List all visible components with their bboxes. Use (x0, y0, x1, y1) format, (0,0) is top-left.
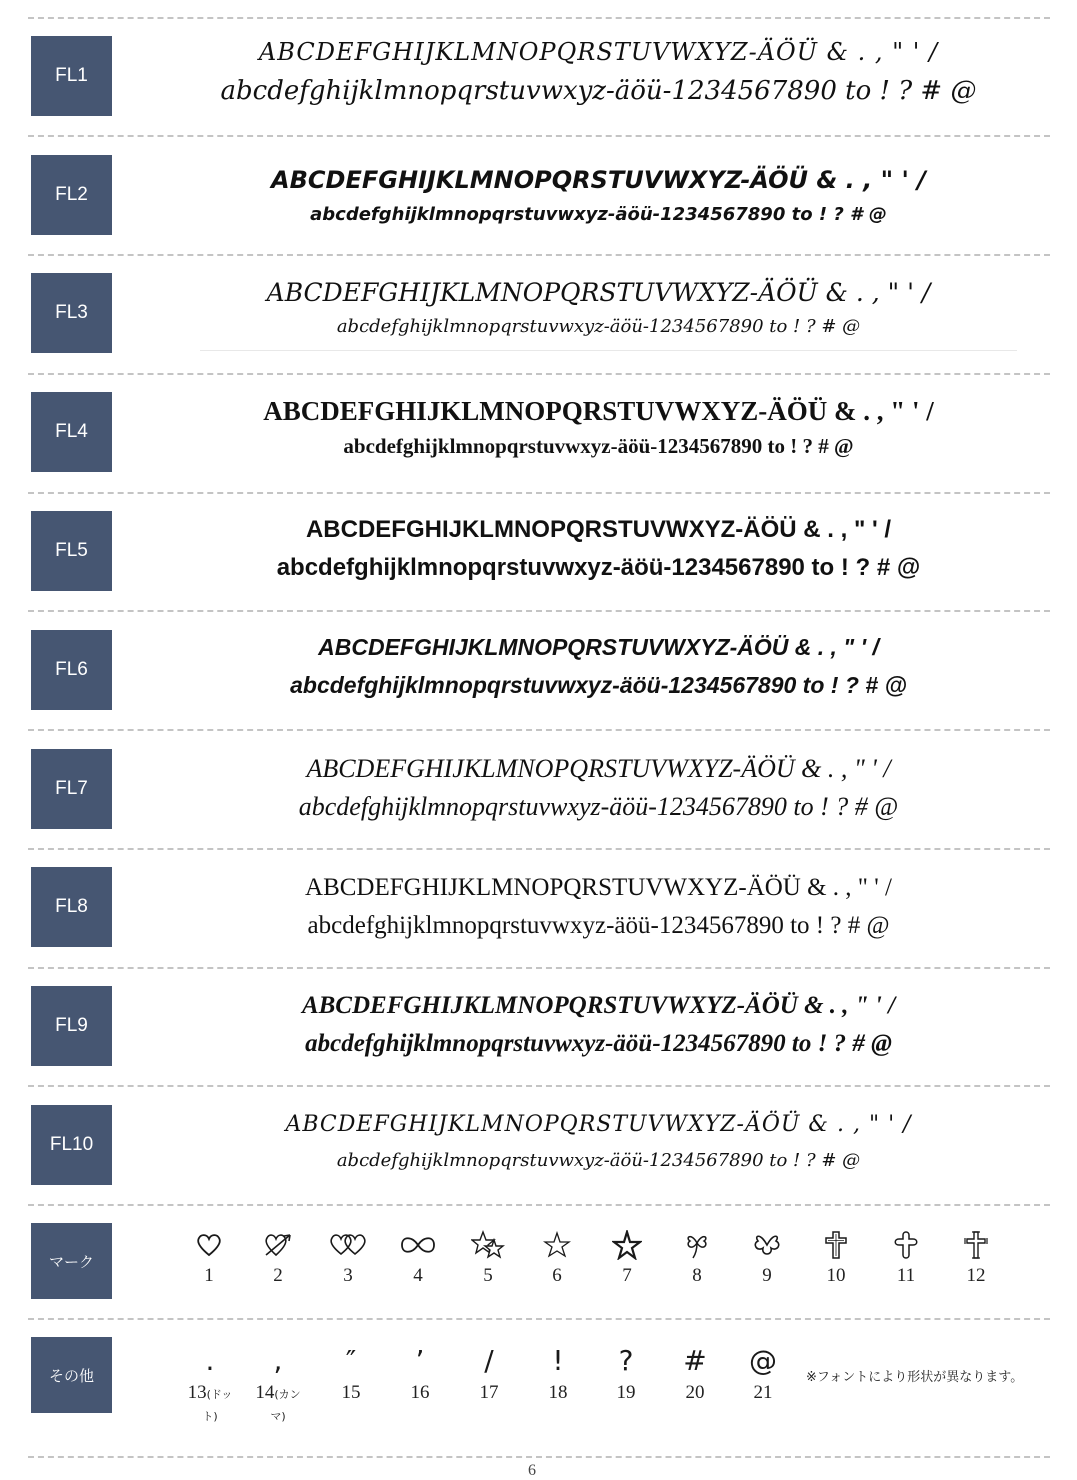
mark-item (318, 1227, 378, 1287)
font-sample-lower: abcdefghijklmnopqrstuvwxyz-äöü-1234567890 to ! ? # @ (310, 204, 887, 225)
font-row-fl5 (28, 492, 1050, 494)
font-sample-upper: ABCDEFGHIJKLMNOPQRSTUVWXYZ-ÄÖÜ & . , " ' / (285, 1112, 912, 1137)
mark-number: 7 (622, 1265, 632, 1286)
infinity-icon (388, 1227, 448, 1261)
symbol-number: 17 (479, 1382, 499, 1403)
font-label-fl1: FL1 (31, 36, 112, 116)
heart-icon (179, 1227, 239, 1261)
font-row-fl1 (28, 17, 1050, 19)
double-star-icon (458, 1227, 518, 1261)
mark-item (388, 1227, 448, 1287)
font-row-fl9 (28, 967, 1050, 969)
other-row (28, 1318, 1050, 1320)
symbol-exclamation (528, 1344, 588, 1404)
symbol-glyph: ″ (345, 1344, 357, 1377)
mark-number: 8 (692, 1265, 702, 1286)
mark-item (179, 1227, 239, 1287)
font-sample-upper: ABCDEFGHIJKLMNOPQRSTUVWXYZ-ÄÖÜ & . , " ' / (258, 38, 939, 66)
symbol-question (596, 1344, 656, 1404)
symbol-glyph: # (683, 1344, 707, 1377)
mark-number: 5 (483, 1265, 493, 1286)
font-sample-upper: ABCDEFGHIJKLMNOPQRSTUVWXYZ-ÄÖÜ & . , " ' / (263, 396, 934, 426)
font-sample-lower: abcdefghijklmnopqrstuvwxyz-äöü-1234567890 to ! ? # @ (276, 554, 921, 581)
mark-item (458, 1227, 518, 1287)
font-row-fl10 (28, 1085, 1050, 1087)
marks-label: マーク (31, 1223, 112, 1299)
font-sample-lower: abcdefghijklmnopqrstuvwxyz-äöü-1234567890 to ! ? # @ (336, 316, 861, 337)
font-label-fl2: FL2 (31, 155, 112, 235)
font-sample-upper: ABCDEFGHIJKLMNOPQRSTUVWXYZ-ÄÖÜ & . , " ' / (305, 874, 892, 901)
mark-number: 11 (896, 1265, 916, 1286)
mark-number: 2 (273, 1265, 283, 1286)
latin-cross-icon (946, 1227, 1006, 1261)
heart-arrow-icon (248, 1227, 308, 1261)
font-row-fl6 (28, 610, 1050, 612)
symbol-number: 15 (341, 1382, 361, 1403)
mark-item (737, 1227, 797, 1287)
mark-item (876, 1227, 936, 1287)
symbol-glyph: . (205, 1344, 215, 1377)
symbol-glyph: ? (618, 1344, 634, 1377)
round-cross-icon (876, 1227, 936, 1261)
symbol-double-quote (321, 1344, 381, 1404)
clover-icon (737, 1227, 797, 1261)
font-sample-lower: abcdefghijklmnopqrstuvwxyz-äöü-1234567890 to ! ? # @ (305, 1030, 892, 1057)
font-sample-upper: ABCDEFGHIJKLMNOPQRSTUVWXYZ-ÄÖÜ & . , " ' / (266, 278, 931, 307)
mark-item (597, 1227, 657, 1287)
mark-number: 4 (413, 1265, 423, 1286)
mark-number: 3 (343, 1265, 353, 1286)
font-sample-upper: ABCDEFGHIJKLMNOPQRSTUVWXYZ-ÄÖÜ & . , " ' / (271, 166, 926, 194)
font-sample-lower: abcdefghijklmnopqrstuvwxyz-äöü-1234567890 to ! ? # @ (298, 792, 899, 821)
symbol-slash (459, 1344, 519, 1404)
font-label-fl5: FL5 (31, 511, 112, 591)
marks-row (28, 1204, 1050, 1206)
cross-icon (806, 1227, 866, 1261)
symbol-hash (665, 1344, 725, 1404)
double-heart-icon (318, 1227, 378, 1261)
mark-item (667, 1227, 727, 1287)
symbol-number: 21 (753, 1382, 773, 1403)
faint-underline (200, 350, 1017, 351)
font-label-fl3: FL3 (31, 273, 112, 353)
symbol-number: 13(ドット) (187, 1382, 233, 1423)
font-sample-lower: abcdefghijklmnopqrstuvwxyz-äöü-1234567890 to ! ? # @ (220, 76, 977, 106)
mark-item (527, 1227, 587, 1287)
font-label-fl9: FL9 (31, 986, 112, 1066)
symbol-number: 20 (685, 1382, 705, 1403)
mark-number: 12 (966, 1265, 986, 1286)
star-outline-icon (527, 1227, 587, 1261)
font-label-fl6: FL6 (31, 630, 112, 710)
font-sample-upper: ABCDEFGHIJKLMNOPQRSTUVWXYZ-ÄÖÜ & . , " ' / (318, 634, 879, 660)
mark-number: 1 (204, 1265, 214, 1286)
four-leaf-clover-icon (667, 1227, 727, 1261)
mark-number: 10 (826, 1265, 846, 1286)
font-sample-lower: abcdefghijklmnopqrstuvwxyz-äöü-1234567890 to ! ? # @ (290, 672, 907, 698)
star-icon (597, 1227, 657, 1261)
mark-number: 9 (762, 1265, 772, 1286)
font-sample-lower: abcdefghijklmnopqrstuvwxyz-äöü-1234567890 to ! ? # @ (343, 434, 854, 458)
page-number: 6 (528, 1462, 536, 1479)
mark-item (248, 1227, 308, 1287)
font-row-fl2 (28, 135, 1050, 137)
symbol-comma (248, 1344, 308, 1426)
symbol-apostrophe (390, 1344, 450, 1404)
mark-item (946, 1227, 1006, 1287)
font-shape-note: ※フォントにより形状が異なります。 (806, 1370, 1024, 1385)
font-row-fl8 (28, 848, 1050, 850)
font-row-fl4 (28, 373, 1050, 375)
symbol-glyph: ! (552, 1344, 564, 1377)
font-label-fl4: FL4 (31, 392, 112, 472)
other-label: その他 (31, 1337, 112, 1413)
symbol-at (733, 1344, 793, 1404)
mark-item (806, 1227, 866, 1287)
font-label-fl7: FL7 (31, 749, 112, 829)
symbol-glyph: ’ (415, 1344, 425, 1377)
bottom-divider (28, 1456, 1050, 1458)
font-sample-lower: abcdefghijklmnopqrstuvwxyz-äöü-1234567890 to ! ? # @ (336, 1150, 861, 1171)
font-sample-upper: ABCDEFGHIJKLMNOPQRSTUVWXYZ-ÄÖÜ & . , " ' / (306, 754, 891, 783)
symbol-glyph: @ (749, 1344, 777, 1377)
font-row-fl3 (28, 254, 1050, 256)
symbol-dot (180, 1344, 240, 1426)
symbol-number: 14(カンマ) (255, 1382, 301, 1423)
mark-number: 6 (552, 1265, 562, 1286)
symbol-number: 19 (616, 1382, 636, 1403)
symbol-number: 18 (548, 1382, 568, 1403)
font-label-fl10: FL10 (31, 1105, 112, 1185)
font-sample-upper: ABCDEFGHIJKLMNOPQRSTUVWXYZ-ÄÖÜ & . , " ' / (305, 516, 892, 543)
font-row-fl7 (28, 729, 1050, 731)
symbol-number: 16 (410, 1382, 430, 1403)
symbol-glyph: , (273, 1344, 283, 1377)
symbol-glyph: / (484, 1344, 494, 1377)
font-label-fl8: FL8 (31, 867, 112, 947)
font-sample-lower: abcdefghijklmnopqrstuvwxyz-äöü-1234567890 to ! ? # @ (307, 912, 890, 939)
font-sample-upper: ABCDEFGHIJKLMNOPQRSTUVWXYZ-ÄÖÜ & . , " ' / (301, 992, 896, 1019)
